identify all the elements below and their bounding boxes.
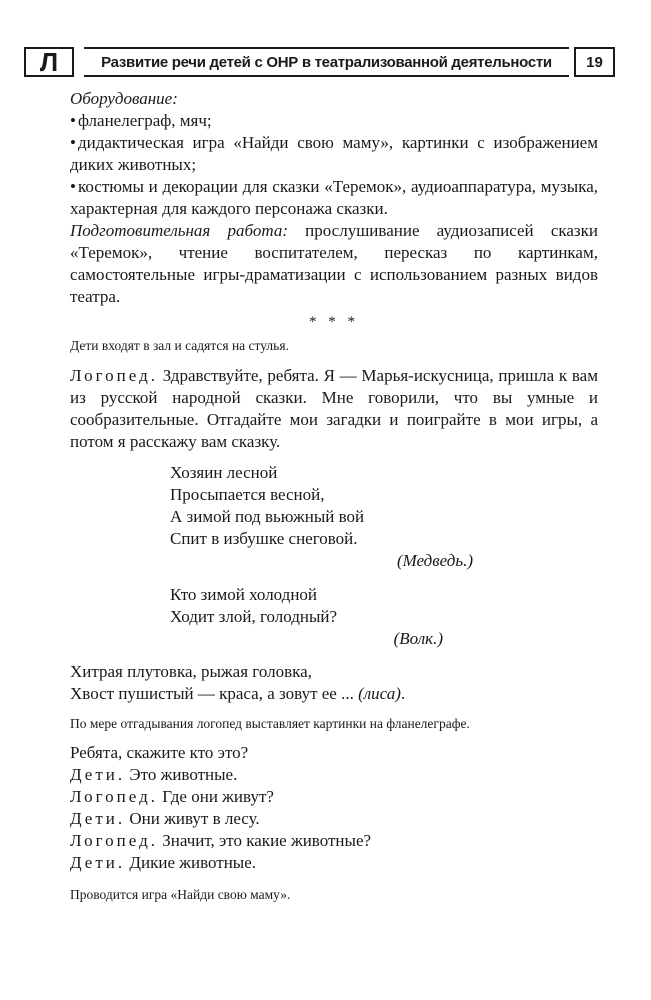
stage-direction: Проводится игра «Найди свою маму». <box>70 887 291 902</box>
equipment-item <box>70 110 598 132</box>
riddle-answer: (Медведь.) <box>396 551 473 570</box>
speaker-name: Дети. <box>70 765 126 784</box>
page-header <box>24 47 615 77</box>
dialogue-text: Значит, это какие животные? <box>157 831 372 850</box>
speech-paragraph <box>70 365 598 453</box>
riddle-line: Хитрая плутовка, рыжая головка, <box>70 662 312 681</box>
dialogue-text: Где они живут? <box>157 787 274 806</box>
dialogue-line: Ребята, скажите кто это? <box>70 743 249 762</box>
equipment-label: Оборудование: <box>70 89 178 108</box>
riddle-line: А зимой под вьюжный вой <box>170 507 365 526</box>
dialogue-line <box>70 830 598 852</box>
speaker-name: Дети. <box>70 809 126 828</box>
riddle-line-text: Хвост пушистый — краса, а зовут ее ... <box>70 684 359 703</box>
page-body <box>70 88 598 904</box>
speaker-name: Логопед. <box>70 831 158 850</box>
running-title: Развитие речи детей с ОНР в театрализованной деятельности <box>84 47 569 77</box>
bullet-icon: • <box>70 111 76 130</box>
dialogue-text: Они живут в лесу. <box>125 809 260 828</box>
equipment-item-text: фланелеграф, мяч; <box>77 111 212 130</box>
dialogue <box>70 742 598 874</box>
speaker-name: Дети. <box>70 853 126 872</box>
speech-text: Здравствуйте, ребята. Я — Марья-искусница, пришла к вам из русской народной сказки. Мне говорили, что вы умные и сообразительные. Отгадайте мои загадки и поиграйте в мои игры, а потом я расскажу вам сказку. <box>70 366 598 451</box>
riddle-3 <box>70 661 598 705</box>
stage-direction: По мере отгадывания логопед выставляет картинки на фланелеграфе. <box>70 716 470 731</box>
page-number: 19 <box>574 47 615 77</box>
prep-label: Подготовительная работа: <box>70 221 288 240</box>
section-letter: Л <box>24 47 74 77</box>
riddle-line: Просыпается весной, <box>170 485 325 504</box>
riddle-2 <box>170 584 598 628</box>
dialogue-line <box>70 808 598 830</box>
dialogue-line <box>70 764 598 786</box>
equipment-item <box>70 176 598 220</box>
bullet-icon: • <box>70 177 76 196</box>
prep-paragraph <box>70 220 598 308</box>
section-divider: * * * <box>309 314 359 330</box>
riddle-line: Хозяин лесной <box>170 463 278 482</box>
equipment-item-text: дидактическая игра «Найди свою маму», картинки с изображением диких животных; <box>70 133 598 174</box>
speaker-name: Логопед. <box>70 787 158 806</box>
riddle-end: . <box>400 684 406 703</box>
riddle-line: Спит в избушке снеговой. <box>170 529 358 548</box>
dialogue-line <box>70 786 598 808</box>
equipment-item <box>70 132 598 176</box>
stage-direction: Дети входят в зал и садятся на стулья. <box>70 338 289 353</box>
prep-text: прослушивание аудиозаписей сказки «Теремок», чтение воспитателем, пересказ по картинкам, самостоятельные игры-драматизации с использованием разных видов театра. <box>70 221 599 306</box>
riddle-line <box>70 683 598 705</box>
riddle-line: Ходит злой, голодный? <box>170 607 338 626</box>
dialogue-text: Это животные. <box>125 765 238 784</box>
equipment-item-text: костюмы и декорации для сказки «Теремок», аудиоаппаратура, музыка, характерная для каждого персонажа сказки. <box>70 177 598 218</box>
speaker-name: Логопед. <box>70 366 158 385</box>
riddle-1 <box>170 462 598 550</box>
bullet-icon: • <box>70 133 76 152</box>
dialogue-line <box>70 852 598 874</box>
riddle-answer: (Волк.) <box>393 629 443 648</box>
dialogue-text: Дикие животные. <box>125 853 257 872</box>
riddle-line: Кто зимой холодной <box>170 585 318 604</box>
riddle-answer: (лиса) <box>358 684 401 703</box>
